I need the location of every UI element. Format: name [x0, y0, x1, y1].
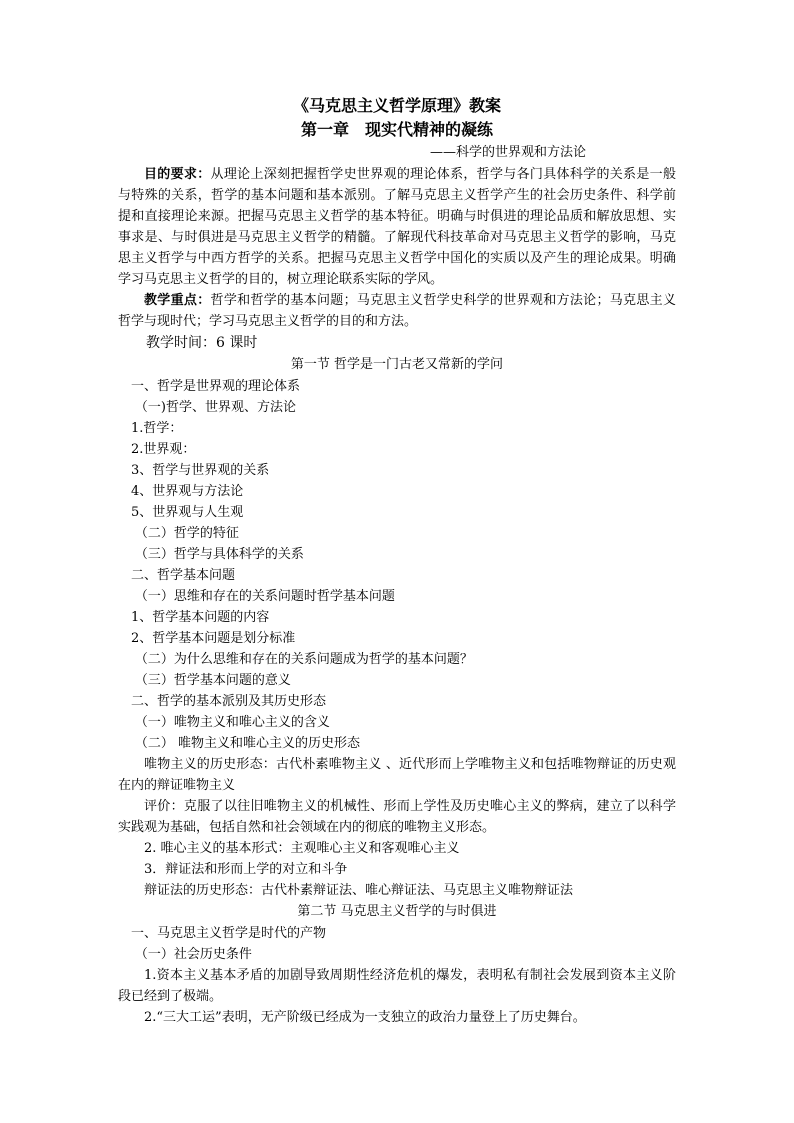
outline-item: 4、世界观与方法论: [131, 484, 244, 499]
outline-item: （三）哲学基本问题的意义: [134, 673, 291, 688]
outline-item: 3、哲学与世界观的关系: [131, 463, 270, 478]
focus-paragraph: [118, 290, 676, 332]
outline-item: （一）社会历史条件: [134, 947, 252, 962]
section-heading-2: 第二节 马克思主义哲学的与时俱进: [297, 904, 497, 919]
outline-item: 二、哲学的基本派别及其历史形态: [131, 694, 327, 709]
outline-item: （二）哲学的特征: [134, 526, 239, 541]
outline-item: 一、马克思主义哲学是时代的产物: [131, 926, 327, 941]
objectives-label: 目的要求：: [144, 167, 211, 182]
idealism-forms: 2. 唯心主义的基本形式：主观唯心主义和客观唯心主义: [144, 841, 460, 856]
outline-item: （二） 唯物主义和唯心主义的历史形态: [134, 736, 361, 751]
outline-item: 一、哲学是世界观的理论体系: [131, 379, 301, 394]
evaluation-paragraph: 评价：克服了以往旧唯物主义的机械性、形而上学性及历史唯心主义的弊病，建立了以科学实践观为基础，包括自然和社会领域在内的彻底的唯物主义形态。: [118, 799, 676, 835]
outline-item: （二）为什么思维和存在的关系问题成为哲学的基本问题？: [134, 652, 473, 667]
outline-item: 1、哲学基本问题的内容: [131, 610, 270, 625]
focus-text: 哲学和哲学的基本问题；马克思主义哲学史科学的世界观和方法论；马克思主义哲学与现时代；学习马克思主义哲学的目的和方法。: [118, 293, 676, 329]
chapter-heading: 第一章 现实代精神的凝练: [300, 120, 493, 139]
outline-item: 二、哲学基本问题: [131, 568, 236, 583]
outline-item: 2.世界观：: [131, 442, 196, 457]
outline-item: （三）哲学与具体科学的关系: [134, 547, 304, 562]
outline-item: （一）思维和存在的关系问题时哲学基本问题: [134, 589, 395, 604]
chapter-subtitle: ——科学的世界观和方法论: [429, 145, 586, 160]
section2-paragraph-1: 1.资本主义基本矛盾的加剧导致周期性经济危机的爆发，表明私有制社会发展到资本主义阶段已经到了极端。: [118, 968, 676, 1004]
document-title: 《马克思主义哲学原理》教案: [292, 96, 501, 115]
outline-item: 2、哲学基本问题是划分标准: [131, 631, 296, 646]
dialectics-history: 辩证法的历史形态：古代朴素辩证法、唯心辩证法、马克思主义唯物辩证法: [144, 883, 574, 898]
document-page: [118, 94, 676, 1028]
outline-item: （一）唯物主义和唯心主义的含义: [134, 715, 330, 730]
dialectics-heading: 3．辩证法和形而上学的对立和斗争: [144, 862, 348, 877]
focus-label: 教学重点：: [144, 293, 211, 308]
outline-item: （一)哲学、世界观、方法论: [134, 400, 296, 415]
materialism-history-paragraph: 唯物主义的历史形态：古代朴素唯物主义 、近代形而上学唯物主义和包括唯物辩证的历史观在内的辩证唯物主义: [118, 757, 676, 793]
outline-item: 1.哲学：: [131, 421, 183, 436]
outline-item: 5、世界观与人生观: [131, 505, 244, 520]
section-heading-1: 第一节 哲学是一门古老又常新的学问: [290, 357, 504, 372]
objectives-text: 从理论上深刻把握哲学史世界观的理论体系，哲学与各门具体科学的关系是一般与特殊的关系，哲学的基本问题和基本派别。了解马克思主义哲学产生的社会历史条件、科学前提和直接理论来源。把握马克思主义哲学的基本特征。明确与时俱进的理论品质和解放思想、实事求是、与时俱进是马克思主义哲学的精髓。了解现代科技革命对马克思主义哲学的影响，马克思主义哲学与中西方哲学的关系。把握马克思主义哲学中国化的实质以及产生的理论成果。明确学习马克思主义哲学的目的，树立理论联系实际的学风。: [118, 167, 676, 287]
objectives-paragraph: [118, 164, 676, 290]
section2-paragraph-2: 2.“三大工运”表明，无产阶级已经成为一支独立的政治力量登上了历史舞台。: [144, 1010, 586, 1025]
teaching-time: 教学时间：6 课时: [146, 335, 258, 351]
